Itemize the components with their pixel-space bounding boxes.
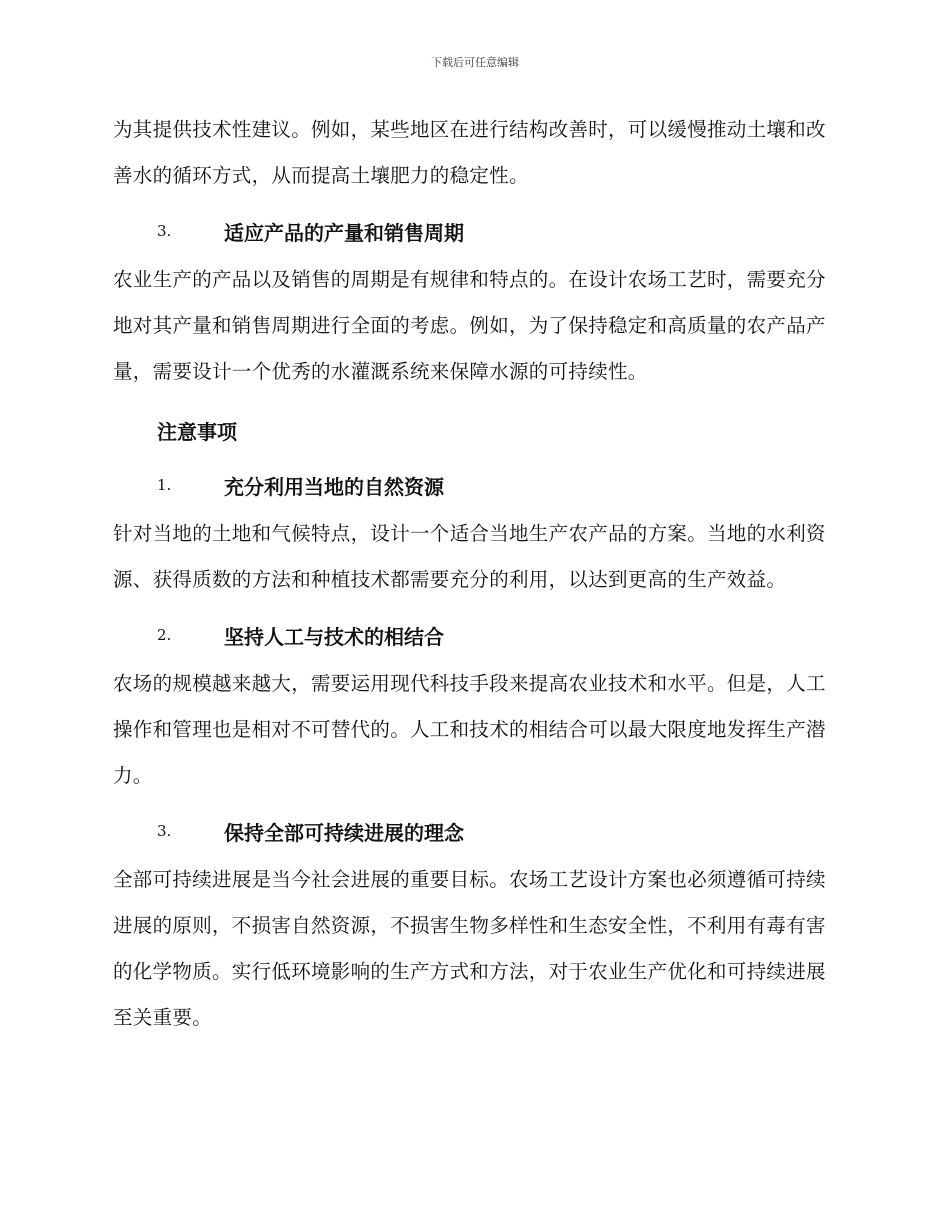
page-header: 下载后可任意编辑 (431, 56, 519, 69)
heading-number: 1. (157, 476, 172, 494)
paragraph-sustainability: 全部可持续进展是当今社会进展的重要目标。农场工艺设计方案也必须遵循可持续进展的原则，不损害自然资源，不损害生物多样性和生态安全性，不利用有毒有害的化学物质。实行低环境影响的生产方式和方法，对于农业生产优化和可持续进展至关重要。 (113, 868, 826, 1029)
heading-item-3a (113, 205, 843, 257)
paragraph-production-cycle: 农业生产的产品以及销售的周期是有规律和特点的。在设计农场工艺时，需要充分地对其产量和销售周期进行全面的考虑。例如，为了保持稳定和高质量的农产品产量，需要设计一个优秀的水灌溉系统来保障水源的可持续性。 (113, 268, 826, 383)
heading-title: 适应产品的产量和销售周期 (224, 220, 464, 245)
paragraph-intro: 为其提供技术性建议。例如，某些地区在进行结构改善时，可以缓慢推动土壤和改善水的循环方式，从而提高土壤肥力的稳定性。 (113, 118, 826, 187)
paragraph-natural-resources: 针对当地的土地和气候特点，设计一个适合当地生产农产品的方案。当地的水利资源、获得质数的方法和种植技术都需要充分的利用，以达到更高的生产效益。 (113, 522, 826, 591)
heading-number: 3. (157, 822, 172, 840)
heading-item-2 (113, 609, 843, 661)
heading-number: 2. (157, 626, 172, 644)
heading-item-3b (113, 805, 843, 857)
heading-title: 坚持人工与技术的相结合 (224, 624, 444, 649)
heading-title: 保持全部可持续进展的理念 (224, 820, 464, 845)
document-body (113, 107, 843, 1041)
heading-number: 3. (157, 222, 172, 240)
heading-title: 充分利用当地的自然资源 (224, 474, 444, 499)
paragraph-labor-technology: 农场的规模越来越大，需要运用现代科技手段来提高农业技术和水平。但是，人工操作和管理也是相对不可替代的。人工和技术的相结合可以最大限度地发挥生产潜力。 (113, 672, 826, 787)
section-title-notes: 注意事项 (157, 419, 237, 444)
heading-item-1 (113, 459, 843, 511)
